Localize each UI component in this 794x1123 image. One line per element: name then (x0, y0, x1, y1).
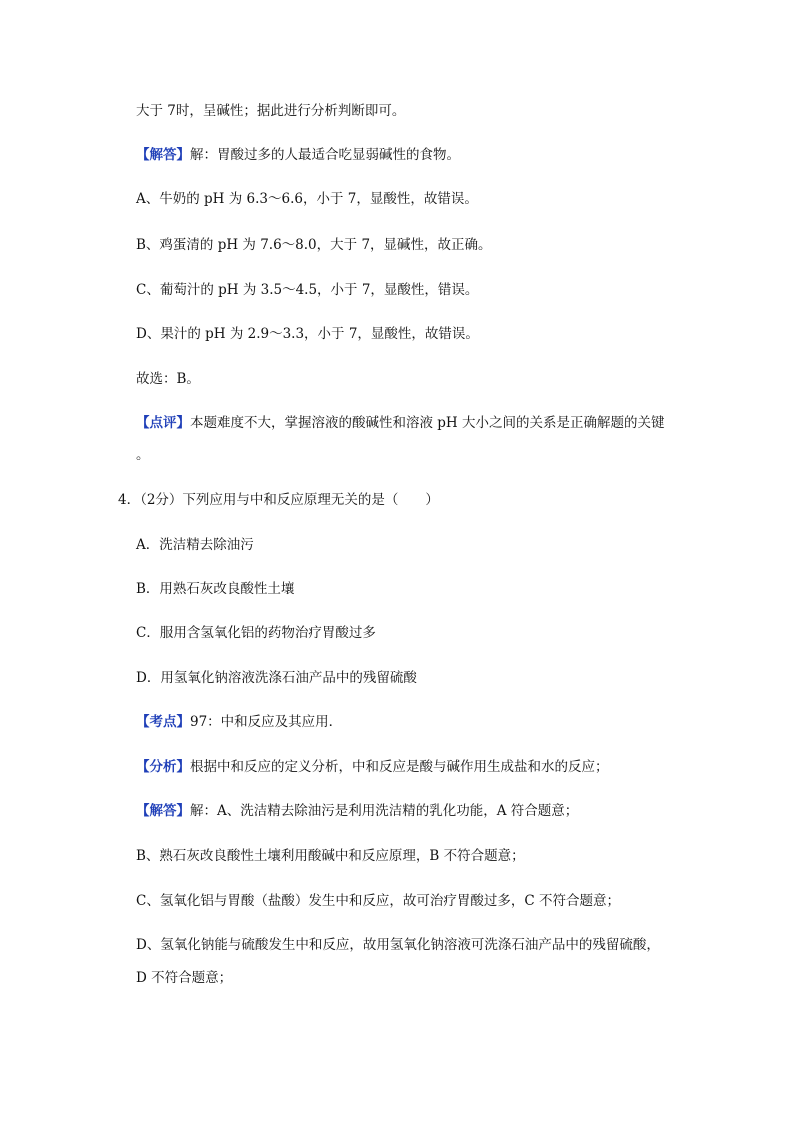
answer-item-text: D、果汁的 pH 为 2.9～3.3，小于 7，显酸性，故错误。 (136, 326, 479, 342)
analysis-text: 大于 7时，呈碱性；据此进行分析判断即可。 (136, 103, 406, 119)
option-text: A．洗洁精去除油污 (136, 537, 254, 553)
fenxi-text: 根据中和反应的定义分析，中和反应是酸与碱作用生成盐和水的反应； (190, 759, 609, 775)
comment-continuation (136, 446, 150, 464)
question-stem (118, 491, 439, 509)
answer-item-b (136, 236, 492, 254)
option-c (136, 624, 376, 642)
answer-choice-text: 故选：B。 (136, 371, 200, 387)
answer-item-text: A、牛奶的 pH 为 6.3～6.6，小于 7，显酸性，故错误。 (136, 191, 478, 207)
analysis-continuation (136, 102, 405, 120)
jieda-item-d-continuation (136, 969, 232, 987)
answer-item-a (136, 190, 478, 208)
jieda-item-d (136, 936, 660, 954)
kaodian-line (136, 713, 342, 731)
answer-item-text: C、葡萄汁的 pH 为 3.5～4.5，小于 7，显酸性，错误。 (136, 282, 479, 298)
option-b (136, 580, 294, 598)
jieda-item-text: C、氢氧化铝与胃酸（盐酸）发生中和反应，故可治疗胃酸过多，C 不符合题意； (136, 893, 620, 909)
answer-item-text: B、鸡蛋清的 pH 为 7.6～8.0，大于 7，显碱性，故正确。 (136, 237, 492, 253)
question-stem-text: 4．（2分）下列应用与中和反应原理无关的是（ ） (118, 492, 439, 508)
jieda-line (136, 802, 578, 820)
answer-text: 解：胃酸过多的人最适合吃显弱碱性的食物。 (190, 147, 460, 163)
jieda-item-c (136, 892, 620, 910)
jieda-item-text: D、氢氧化钠能与硫酸发生中和反应，故用氢氧化钠溶液可洗涤石油产品中的残留硫酸， (136, 937, 660, 953)
fenxi-line (136, 758, 609, 776)
comment-period: 。 (136, 447, 150, 463)
answer-line (136, 146, 460, 164)
answer-item-c (136, 281, 478, 299)
option-text: D．用氢氧化钠溶液洗涤石油产品中的残留硫酸 (136, 670, 417, 686)
kaodian-tag: 【考点】 (136, 714, 190, 730)
option-d (136, 669, 417, 687)
answer-item-d (136, 325, 479, 343)
option-text: B．用熟石灰改良酸性土壤 (136, 581, 295, 597)
jieda-item-text: B、熟石灰改良酸性土壤利用酸碱中和反应原理，B 不符合题意； (136, 848, 525, 864)
option-text: C．服用含氢氧化铝的药物治疗胃酸过多 (136, 625, 376, 641)
comment-tag: 【点评】 (136, 415, 190, 431)
jieda-item-text: D 不符合题意； (136, 970, 233, 986)
jieda-tag: 【解答】 (136, 803, 190, 819)
comment-text: 本题难度不大，掌握溶液的酸碱性和溶液 pH 大小之间的关系是正确解题的关键 (190, 415, 665, 431)
jieda-item-b (136, 847, 525, 865)
fenxi-tag: 【分析】 (136, 759, 190, 775)
answer-choice (136, 370, 200, 388)
comment-line (136, 414, 665, 432)
answer-tag: 【解答】 (136, 147, 190, 163)
option-a (136, 536, 254, 554)
kaodian-text: 97：中和反应及其应用． (190, 714, 343, 730)
jieda-text: 解：A、洗洁精去除油污是利用洗洁精的乳化功能，A 符合题意； (190, 803, 579, 819)
